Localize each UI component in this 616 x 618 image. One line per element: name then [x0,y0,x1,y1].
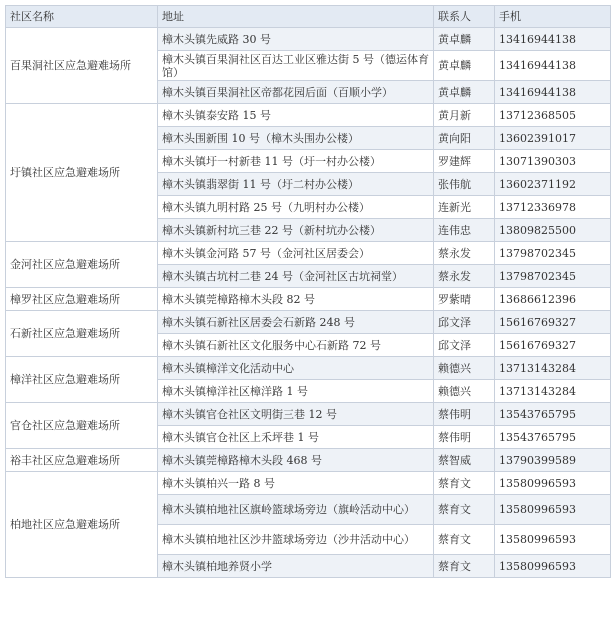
contact-cell: 张伟航 [434,173,495,196]
address-cell: 樟木头镇官仓社区上禾坪巷 1 号 [158,426,434,449]
community-name-cell: 百果洞社区应急避难场所 [6,28,158,104]
address-cell: 樟木头镇莞樟路樟木头段 82 号 [158,288,434,311]
table-row [6,311,611,334]
phone-cell: 13602391017 [495,127,611,150]
table-row [6,449,611,472]
phone-cell: 15616769327 [495,311,611,334]
address-cell: 樟木头镇樟洋社区樟洋路 1 号 [158,380,434,403]
phone-cell: 13790399589 [495,449,611,472]
address-cell: 樟木头镇石新社区居委会石新路 248 号 [158,311,434,334]
phone-cell: 13809825500 [495,219,611,242]
table-row [6,403,611,426]
table-row [6,357,611,380]
phone-cell: 13071390303 [495,150,611,173]
phone-cell: 13712368505 [495,104,611,127]
header-address: 地址 [158,6,434,28]
contact-cell: 黄卓麟 [434,28,495,51]
phone-cell: 13712336978 [495,196,611,219]
contact-cell: 罗建辉 [434,150,495,173]
address-cell: 樟木头镇柏地社区沙井篮球场旁边（沙井活动中心） [158,525,434,555]
phone-cell: 13416944138 [495,28,611,51]
phone-cell: 13580996593 [495,472,611,495]
address-cell: 樟木头镇官仓社区文明街三巷 12 号 [158,403,434,426]
address-cell: 樟木头镇泰安路 15 号 [158,104,434,127]
contact-cell: 黄卓麟 [434,51,495,81]
contact-cell: 蔡永发 [434,242,495,265]
contact-cell: 连新光 [434,196,495,219]
table-row [6,472,611,495]
phone-cell: 13798702345 [495,265,611,288]
table-row [6,104,611,127]
contact-cell: 蔡伟明 [434,426,495,449]
header-community: 社区名称 [6,6,158,28]
address-cell: 樟木头镇先威路 30 号 [158,28,434,51]
contact-cell: 邱文泽 [434,334,495,357]
contact-cell: 连伟忠 [434,219,495,242]
address-cell: 樟木头镇百果洞社区百达工业区雅达街 5 号（德运体育馆） [158,51,434,81]
address-cell: 樟木头镇樟洋文化活动中心 [158,357,434,380]
contact-cell: 罗紫晴 [434,288,495,311]
community-name-cell: 樟洋社区应急避难场所 [6,357,158,403]
community-name-cell: 石新社区应急避难场所 [6,311,158,357]
contact-cell: 蔡育文 [434,472,495,495]
phone-cell: 13686612396 [495,288,611,311]
shelter-table [5,5,611,578]
table-row [6,288,611,311]
contact-cell: 邱文泽 [434,311,495,334]
phone-cell: 13798702345 [495,242,611,265]
community-name-cell: 金河社区应急避难场所 [6,242,158,288]
table-row [6,242,611,265]
phone-cell: 13543765795 [495,403,611,426]
phone-cell: 13580996593 [495,525,611,555]
contact-cell: 蔡伟明 [434,403,495,426]
address-cell: 樟木头围新围 10 号（樟木头围办公楼） [158,127,434,150]
table-header-row [6,6,611,28]
community-name-cell: 官仓社区应急避难场所 [6,403,158,449]
table-row [6,28,611,51]
contact-cell: 赖德兴 [434,357,495,380]
address-cell: 樟木头镇石新社区文化服务中心石新路 72 号 [158,334,434,357]
address-cell: 樟木头镇百果洞社区帝都花园后面（百顺小学） [158,81,434,104]
phone-cell: 13416944138 [495,81,611,104]
phone-cell: 13602371192 [495,173,611,196]
address-cell: 樟木头镇九明村路 25 号（九明村办公楼） [158,196,434,219]
contact-cell: 黄卓麟 [434,81,495,104]
phone-cell: 13580996593 [495,555,611,578]
contact-cell: 蔡育文 [434,555,495,578]
phone-cell: 13543765795 [495,426,611,449]
address-cell: 樟木头镇新村坑三巷 22 号（新村坑办公楼） [158,219,434,242]
address-cell: 樟木头镇翡翠街 11 号（圩二村办公楼） [158,173,434,196]
contact-cell: 黄向阳 [434,127,495,150]
community-name-cell: 樟罗社区应急避难场所 [6,288,158,311]
address-cell: 樟木头镇金河路 57 号（金河社区居委会） [158,242,434,265]
address-cell: 樟木头镇柏地社区旗岭篮球场旁边（旗岭活动中心） [158,495,434,525]
header-phone: 手机 [495,6,611,28]
contact-cell: 蔡育文 [434,495,495,525]
address-cell: 樟木头镇圩一村新巷 11 号（圩一村办公楼） [158,150,434,173]
phone-cell: 13416944138 [495,51,611,81]
address-cell: 樟木头镇柏兴一路 8 号 [158,472,434,495]
table-body [6,28,611,578]
phone-cell: 13580996593 [495,495,611,525]
contact-cell: 蔡智威 [434,449,495,472]
contact-cell: 赖德兴 [434,380,495,403]
header-contact: 联系人 [434,6,495,28]
phone-cell: 15616769327 [495,334,611,357]
community-name-cell: 柏地社区应急避难场所 [6,472,158,578]
address-cell: 樟木头镇莞樟路樟木头段 468 号 [158,449,434,472]
phone-cell: 13713143284 [495,380,611,403]
address-cell: 樟木头镇古坑村二巷 24 号（金河社区古坑祠堂） [158,265,434,288]
contact-cell: 蔡育文 [434,525,495,555]
community-name-cell: 圩镇社区应急避难场所 [6,104,158,242]
community-name-cell: 裕丰社区应急避难场所 [6,449,158,472]
contact-cell: 黄月新 [434,104,495,127]
phone-cell: 13713143284 [495,357,611,380]
contact-cell: 蔡永发 [434,265,495,288]
address-cell: 樟木头镇柏地养贤小学 [158,555,434,578]
